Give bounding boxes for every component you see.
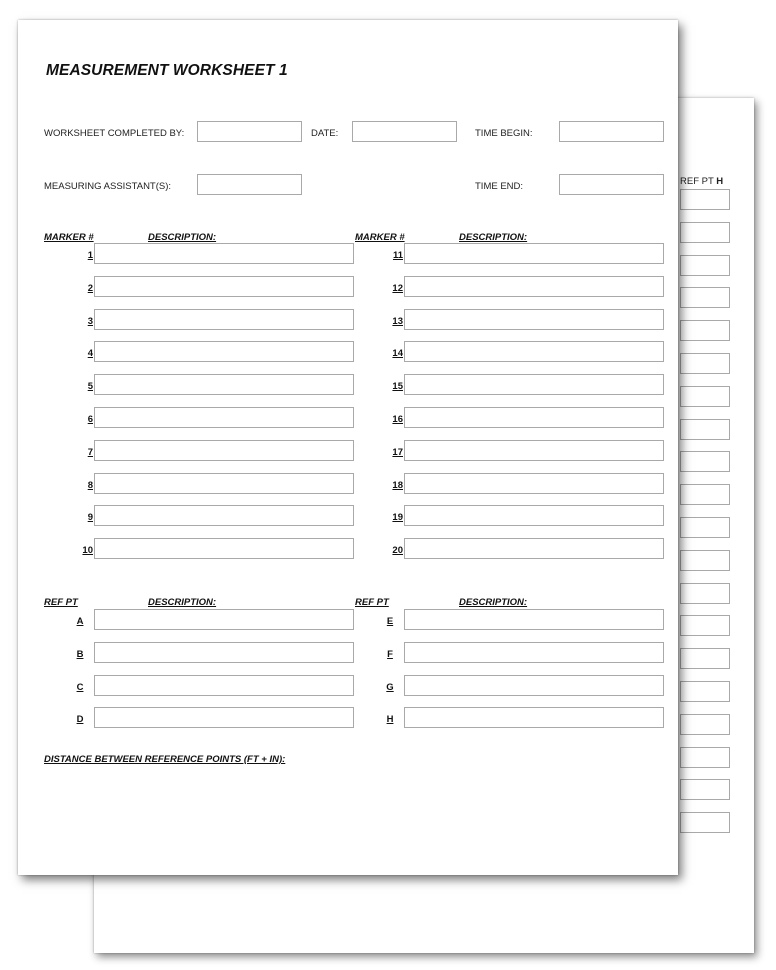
ref-point-description-field[interactable] xyxy=(404,609,664,630)
marker-number: 14 xyxy=(392,348,403,360)
marker-description-field[interactable] xyxy=(94,374,354,395)
ref-point-description-field[interactable] xyxy=(94,642,354,663)
marker-number: 13 xyxy=(392,315,403,327)
marker-description-field[interactable] xyxy=(404,407,664,428)
marker-header-right: MARKER # xyxy=(355,232,405,243)
ref-point-label: H xyxy=(386,714,394,726)
date-field[interactable] xyxy=(352,121,457,142)
completed-by-label: WORKSHEET COMPLETED BY: xyxy=(44,128,185,139)
ref-pt-header-right: REF PT xyxy=(355,597,389,608)
distance-label: DISTANCE BETWEEN REFERENCE POINTS (FT + IN): xyxy=(44,754,286,765)
back-field[interactable] xyxy=(680,386,730,407)
time-begin-label: TIME BEGIN: xyxy=(475,128,533,139)
marker-number: 10 xyxy=(82,545,93,557)
back-field[interactable] xyxy=(680,583,730,604)
marker-number: 15 xyxy=(392,381,403,393)
ref-point-label: C xyxy=(76,681,84,693)
ref-point-description-field[interactable] xyxy=(404,642,664,663)
marker-description-field[interactable] xyxy=(404,473,664,494)
back-field[interactable] xyxy=(680,648,730,669)
marker-number: 6 xyxy=(87,414,93,425)
ref-point-description-field[interactable] xyxy=(94,675,354,696)
ref-point-label: A xyxy=(76,616,84,627)
marker-description-field[interactable] xyxy=(94,505,354,526)
assistant-label: MEASURING ASSISTANT(S): xyxy=(44,181,172,192)
marker-description-field[interactable] xyxy=(404,243,664,264)
time-end-label: TIME END: xyxy=(475,181,524,192)
marker-header-left: MARKER # xyxy=(44,232,94,243)
ref-point-label: F xyxy=(387,648,393,660)
marker-description-field[interactable] xyxy=(404,374,664,395)
ref-description-header-right: DESCRIPTION: xyxy=(459,597,528,608)
marker-number: 4 xyxy=(87,348,93,360)
marker-number: 19 xyxy=(392,512,403,524)
marker-number: 18 xyxy=(392,479,403,491)
marker-description-field[interactable] xyxy=(94,341,354,362)
marker-number: 16 xyxy=(392,414,403,425)
marker-description-field[interactable] xyxy=(404,309,664,330)
ref-point-label: B xyxy=(76,648,84,660)
back-field[interactable] xyxy=(680,320,730,341)
time-end-field[interactable] xyxy=(559,174,664,195)
ref-point-description-field[interactable] xyxy=(404,675,664,696)
back-field[interactable] xyxy=(680,747,730,768)
marker-description-field[interactable] xyxy=(94,276,354,297)
back-field[interactable] xyxy=(680,681,730,702)
marker-description-field[interactable] xyxy=(404,538,664,559)
back-field[interactable] xyxy=(680,484,730,505)
marker-description-field[interactable] xyxy=(404,505,664,526)
back-field[interactable] xyxy=(680,812,730,833)
marker-description-field[interactable] xyxy=(94,473,354,494)
marker-description-field[interactable] xyxy=(94,309,354,330)
front-worksheet-page xyxy=(18,20,678,875)
completed-by-field[interactable] xyxy=(197,121,302,142)
description-header-right: DESCRIPTION: xyxy=(459,232,528,243)
ref-point-label: D xyxy=(76,714,84,726)
assistant-field[interactable] xyxy=(197,174,302,195)
back-field[interactable] xyxy=(680,419,730,440)
back-field[interactable] xyxy=(680,550,730,571)
back-field[interactable] xyxy=(680,451,730,472)
ref-point-description-field[interactable] xyxy=(404,707,664,728)
back-field[interactable] xyxy=(680,714,730,735)
ref-point-description-field[interactable] xyxy=(94,707,354,728)
back-field[interactable] xyxy=(680,615,730,636)
back-field[interactable] xyxy=(680,353,730,374)
marker-number: 12 xyxy=(392,282,403,294)
back-field[interactable] xyxy=(680,222,730,243)
date-label: DATE: xyxy=(311,128,339,139)
back-field[interactable] xyxy=(680,255,730,276)
marker-number: 8 xyxy=(87,479,93,491)
marker-number: 11 xyxy=(392,250,403,261)
ref-point-label: G xyxy=(386,681,394,693)
marker-number: 5 xyxy=(87,381,93,393)
back-field[interactable] xyxy=(680,517,730,538)
marker-number: 3 xyxy=(87,315,93,327)
worksheet-title: MEASUREMENT WORKSHEET 1 xyxy=(46,62,288,79)
ref-point-label: E xyxy=(386,616,394,627)
description-header-left: DESCRIPTION: xyxy=(148,232,217,243)
marker-number: 7 xyxy=(87,446,93,458)
back-field[interactable] xyxy=(680,779,730,800)
marker-number: 17 xyxy=(392,446,403,458)
marker-number: 9 xyxy=(87,512,93,524)
marker-description-field[interactable] xyxy=(94,440,354,461)
time-begin-field[interactable] xyxy=(559,121,664,142)
marker-number: 1 xyxy=(87,250,93,261)
marker-description-field[interactable] xyxy=(94,538,354,559)
back-ref-pt-header: REF PT H xyxy=(680,176,724,187)
marker-description-field[interactable] xyxy=(404,341,664,362)
marker-number: 2 xyxy=(87,282,93,294)
marker-description-field[interactable] xyxy=(94,407,354,428)
marker-description-field[interactable] xyxy=(404,276,664,297)
ref-description-header-left: DESCRIPTION: xyxy=(148,597,217,608)
marker-description-field[interactable] xyxy=(94,243,354,264)
ref-pt-header-left: REF PT xyxy=(44,597,78,608)
marker-description-field[interactable] xyxy=(404,440,664,461)
marker-number: 20 xyxy=(392,545,403,557)
ref-point-description-field[interactable] xyxy=(94,609,354,630)
back-field[interactable] xyxy=(680,287,730,308)
back-field[interactable] xyxy=(680,189,730,210)
